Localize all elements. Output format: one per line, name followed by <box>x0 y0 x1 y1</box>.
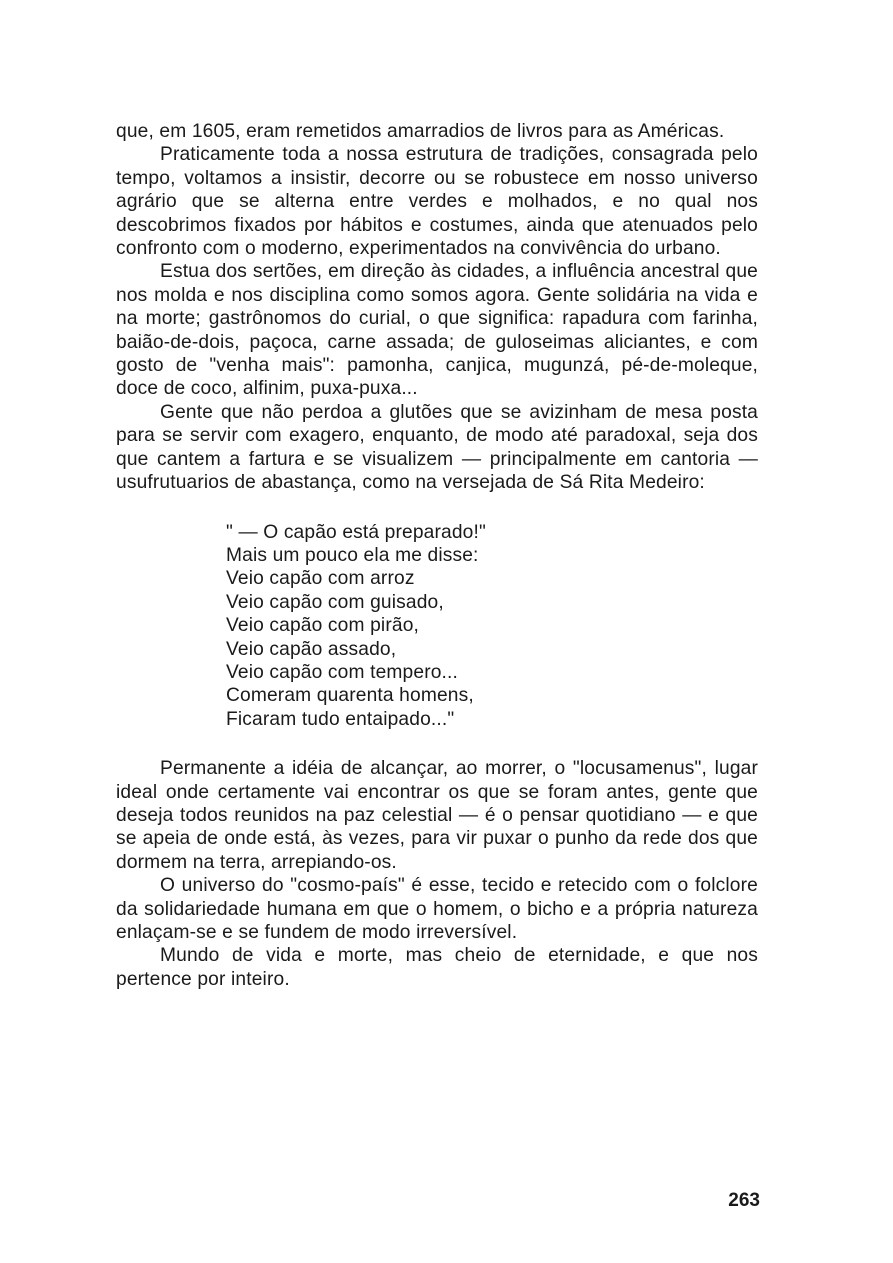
poem-line: Ficaram tudo entaipado..." <box>226 708 455 730</box>
page-number: 263 <box>728 1190 760 1211</box>
poem-line: Veio capão com arroz <box>226 568 415 590</box>
poem-line: Veio capão com guisado, <box>226 591 444 613</box>
body-text <box>116 120 758 991</box>
paragraph-4: Gente que não perdoa a glutões que se avizinham de mesa posta para se servir com exagero, enquanto, de modo até paradoxal, seja dos que cantem a fartura e se visualizem — principalmente em cantoria — usufrutuarios de abastança, como na versejada de Sá Rita Medeiro: <box>116 401 758 494</box>
poem-line: Mais um pouco ela me disse: <box>226 544 479 566</box>
paragraph-7: Mundo de vida e morte, mas cheio de eternidade, e que nos pertence por inteiro. <box>116 945 758 990</box>
poem-line: Veio capão assado, <box>226 638 397 660</box>
poem-line: Veio capão com tempero... <box>226 661 458 683</box>
paragraph-6: O universo do "cosmo-país" é esse, tecido e retecido com o folclore da solidariedade humana em que o homem, o bicho e a própria natureza enlaçam-se e se fundem de modo irreversível. <box>116 875 758 943</box>
paragraph-3: Estua dos sertões, em direção às cidades, a influência ancestral que nos molda e nos disciplina como somos agora. Gente solidária na vida e na morte; gastrônomos do curial, o que significa: rapadura com farinha, baião-de-dois, paçoca, carne assada; de guloseimas aliciantes, e com gosto de "venha mais": pamonha, canjica, mugunzá, pé-de-moleque, doce de coco, alfinim, puxa-puxa... <box>116 261 758 400</box>
paragraph-2: Praticamente toda a nossa estrutura de tradições, consagrada pelo tempo, voltamos a insistir, decorre ou se robustece em nosso universo agrário que se alterna entre verdes e molhados, e no qual nos descobrimos fixados por hábitos e costumes, ainda que atenuados pelo confronto com o moderno, experimentados na convivência do urbano. <box>116 144 758 260</box>
paragraph-5: Permanente a idéia de alcançar, ao morrer, o "locusamenus", lugar ideal onde certamente vai encontrar os que se foram antes, gente que deseja todos reunidos na paz celestial — é o pensar quotidiano — e que se apeia de onde está, às vezes, para vir puxar o punho da rede dos que dormem na terra, arrepiando-os. <box>116 758 758 873</box>
poem-line: Comeram quarenta homens, <box>226 685 474 707</box>
paragraph-1: que, em 1605, eram remetidos amarradios de livros para as Américas. <box>116 121 725 142</box>
poem-line: Veio capão com pirão, <box>226 615 420 637</box>
poem-block <box>226 521 758 732</box>
poem-line: " — O capão está preparado!" <box>226 521 486 543</box>
